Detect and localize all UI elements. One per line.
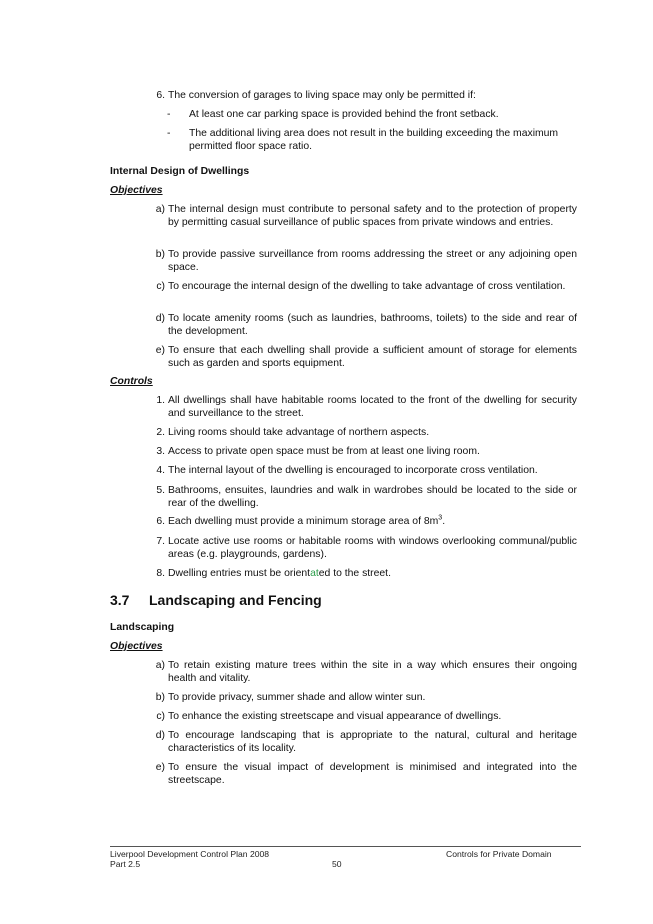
item-text: Access to private open space must be from at least one living room. <box>168 446 480 457</box>
item-label: c) <box>156 711 165 722</box>
item-label: 4. <box>156 465 165 476</box>
item-label: 5. <box>156 485 165 496</box>
item-label: d) <box>155 730 165 741</box>
item-text-main: Each dwelling must provide a minimum storage area of 8m <box>168 516 439 527</box>
item-text-main: Dwelling entries must be orient <box>168 568 311 579</box>
item-text: All dwellings shall have habitable rooms located to the front of the dwelling for security and surveillance to the street. <box>168 395 577 419</box>
item-label: 8. <box>156 568 165 579</box>
item-label: c) <box>156 281 165 292</box>
item-text: To encourage landscaping that is appropriate to the natural, cultural and heritage characteristics of its locality. <box>168 730 577 754</box>
footer-doc-title: Liverpool Development Control Plan 2008 <box>110 849 270 859</box>
item-text: Bathrooms, ensuites, laundries and walk in wardrobes should be located to the side or rear of the dwelling. <box>168 485 577 509</box>
footer-section-name: Controls for Private Domain <box>446 849 552 859</box>
footer-part: Part 2.5 <box>110 859 141 869</box>
item-text: The internal design must contribute to personal safety and to the protection of property by permitting casual surveillance of public spaces from private windows and entries. <box>168 204 577 228</box>
item-text <box>168 516 577 529</box>
superscript: 3 <box>438 514 443 522</box>
item-text <box>168 568 577 581</box>
clause-number: 6. <box>156 90 165 101</box>
item-text: Living rooms should take advantage of northern aspects. <box>168 427 430 438</box>
item-label: 1. <box>156 395 165 406</box>
bullet-text: At least one car parking space is provided behind the front setback. <box>189 109 499 120</box>
footer-page-number: 50 <box>332 859 342 869</box>
bullet-text: The additional living area does not result in the building exceeding the maximum permitted floor space ratio. <box>189 128 559 152</box>
item-text-tail: . <box>442 516 446 527</box>
item-text: To enhance the existing streetscape and visual appearance of dwellings. <box>168 711 502 722</box>
item-text: To ensure the visual impact of development is minimised and integrated into the streetscape. <box>168 762 577 786</box>
item-label: e) <box>155 762 165 773</box>
footer-rule <box>110 846 581 847</box>
dash-bullet: - <box>167 109 171 120</box>
internal-design-heading: Internal Design of Dwellings <box>110 166 250 177</box>
section-number: 3.7 <box>110 592 130 608</box>
item-text: To ensure that each dwelling shall provide a sufficient amount of storage for elements such as garden and sports equipment. <box>168 345 577 369</box>
dash-bullet: - <box>167 128 171 139</box>
controls-label: Controls <box>110 376 153 387</box>
item-text: To locate amenity rooms (such as laundries, bathrooms, toilets) to the side and rear of the development. <box>168 313 577 337</box>
item-text: The internal layout of the dwelling is encouraged to incorporate cross ventilation. <box>168 465 538 476</box>
item-text: To provide passive surveillance from rooms addressing the street or any adjoining open space. <box>168 249 577 273</box>
item-label: 7. <box>156 536 165 547</box>
clause-text: The conversion of garages to living space may only be permitted if: <box>168 90 476 101</box>
item-label: b) <box>155 249 165 260</box>
objectives-label: Objectives <box>110 185 163 196</box>
landscaping-objectives-label: Objectives <box>110 641 163 652</box>
item-label: e) <box>155 345 165 356</box>
item-label: a) <box>155 660 165 671</box>
landscaping-heading: Landscaping <box>110 622 175 633</box>
item-label: a) <box>155 204 165 215</box>
section-title: Landscaping and Fencing <box>149 592 322 608</box>
item-text-tail: ed to the street. <box>318 568 391 579</box>
item-text: To encourage the internal design of the dwelling to take advantage of cross ventilation. <box>168 281 566 292</box>
item-label: 6. <box>156 516 165 527</box>
item-text: To provide privacy, summer shade and allow winter sun. <box>168 692 426 703</box>
item-label: d) <box>155 313 165 324</box>
item-text: To retain existing mature trees within the site in a way which ensures their ongoing health and vitality. <box>168 660 577 684</box>
item-label: 3. <box>156 446 165 457</box>
item-label: 2. <box>156 427 165 438</box>
item-label: b) <box>155 692 165 703</box>
tracked-change-text: at <box>310 568 319 579</box>
item-text: Locate active use rooms or habitable rooms with windows overlooking communal/public areas (e.g. playgrounds, gardens). <box>168 536 577 560</box>
